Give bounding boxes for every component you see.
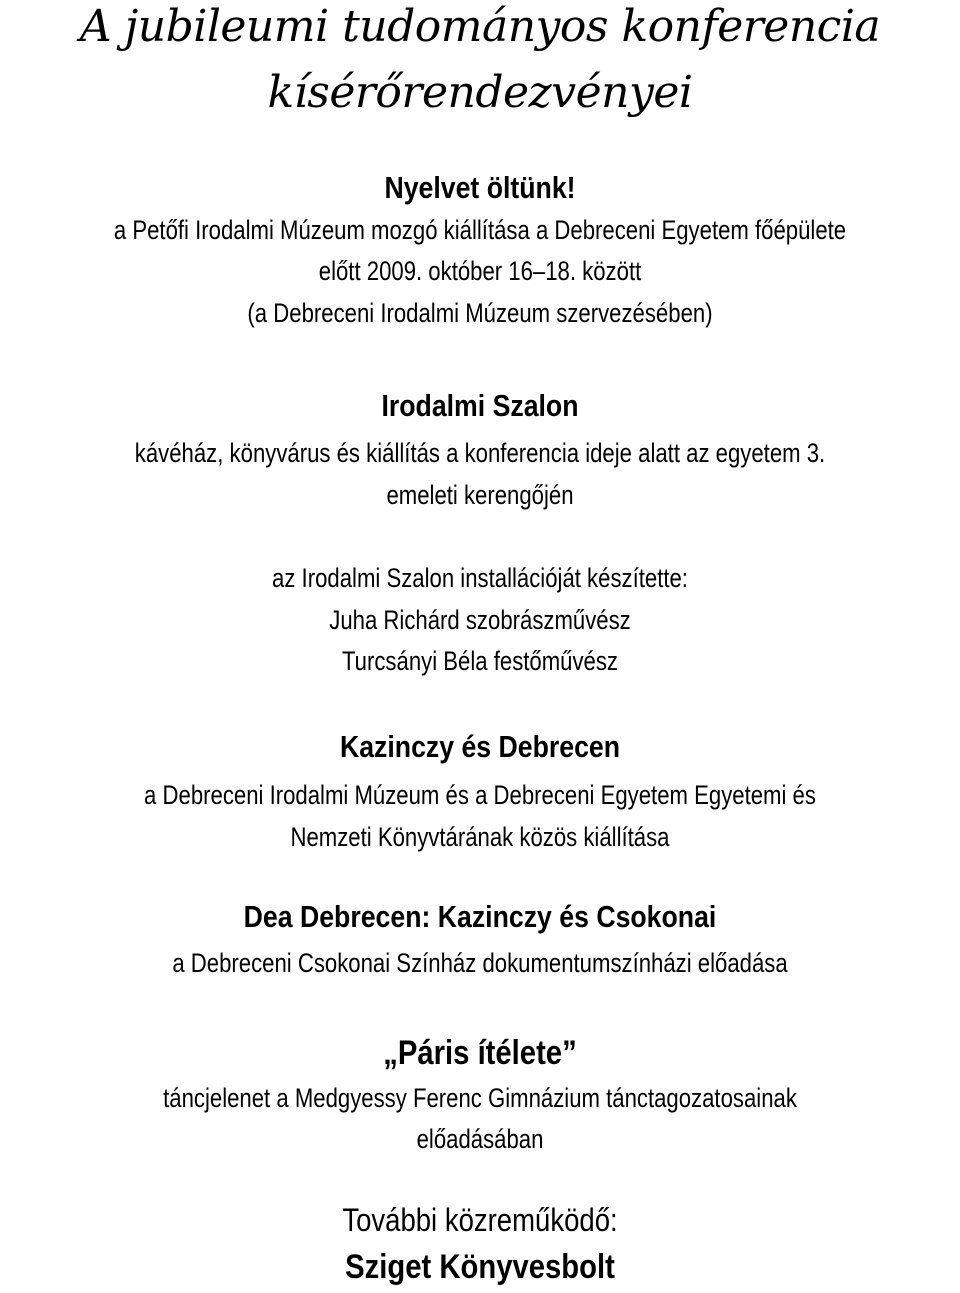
event-description-line: előadásában (416, 1124, 544, 1154)
event-description-line: (a Debreceni Irodalmi Múzeum szervezésében) (247, 298, 713, 328)
event-heading-dea-debrecen: Dea Debrecen: Kazinczy és Csokonai (243, 899, 717, 934)
event-heading-irodalmi-szalon: Irodalmi Szalon (381, 388, 579, 423)
sponsor-name: Sziget Könyvesbolt (345, 1248, 615, 1286)
event-description-line: kávéház, könyvárus és kiállítás a konferencia ideje alatt az egyetem 3. (134, 438, 826, 468)
sponsor-label: További közreműködő: (342, 1202, 618, 1238)
event-heading-paris-itelete: „Páris ítélete” (383, 1034, 577, 1072)
event-description-line: előtt 2009. október 16–18. között (318, 256, 642, 286)
event-description-line: a Debreceni Irodalmi Múzeum és a Debreceni Egyetem Egyetemi és (144, 780, 816, 810)
credits-line: az Irodalmi Szalon installációját készítette: (272, 563, 688, 593)
credits-line: Turcsányi Béla festőművész (341, 646, 619, 676)
event-description-line: a Debreceni Csokonai Színház dokumentumszínházi előadása (172, 948, 788, 978)
event-description-line: Nemzeti Könyvtárának közös kiállítása (290, 822, 670, 852)
event-heading-kazinczy-es-debrecen: Kazinczy és Debrecen (339, 729, 621, 764)
event-description-line: a Petőfi Irodalmi Múzeum mozgó kiállítása a Debreceni Egyetem főépülete (113, 215, 847, 245)
event-heading-nyelvet-oltunk: Nyelvet öltünk! (384, 170, 576, 205)
event-description-line: táncjelenet a Medgyessy Ferenc Gimnázium tánctagozatosainak (163, 1083, 797, 1113)
document-title-line-2: kísérőrendezvényei (267, 67, 693, 118)
event-description-line: emeleti kerengőjén (386, 480, 574, 510)
document-title-line-1: A jubileumi tudományos konferencia (79, 1, 881, 52)
credits-line: Juha Richárd szobrászművész (329, 605, 631, 635)
